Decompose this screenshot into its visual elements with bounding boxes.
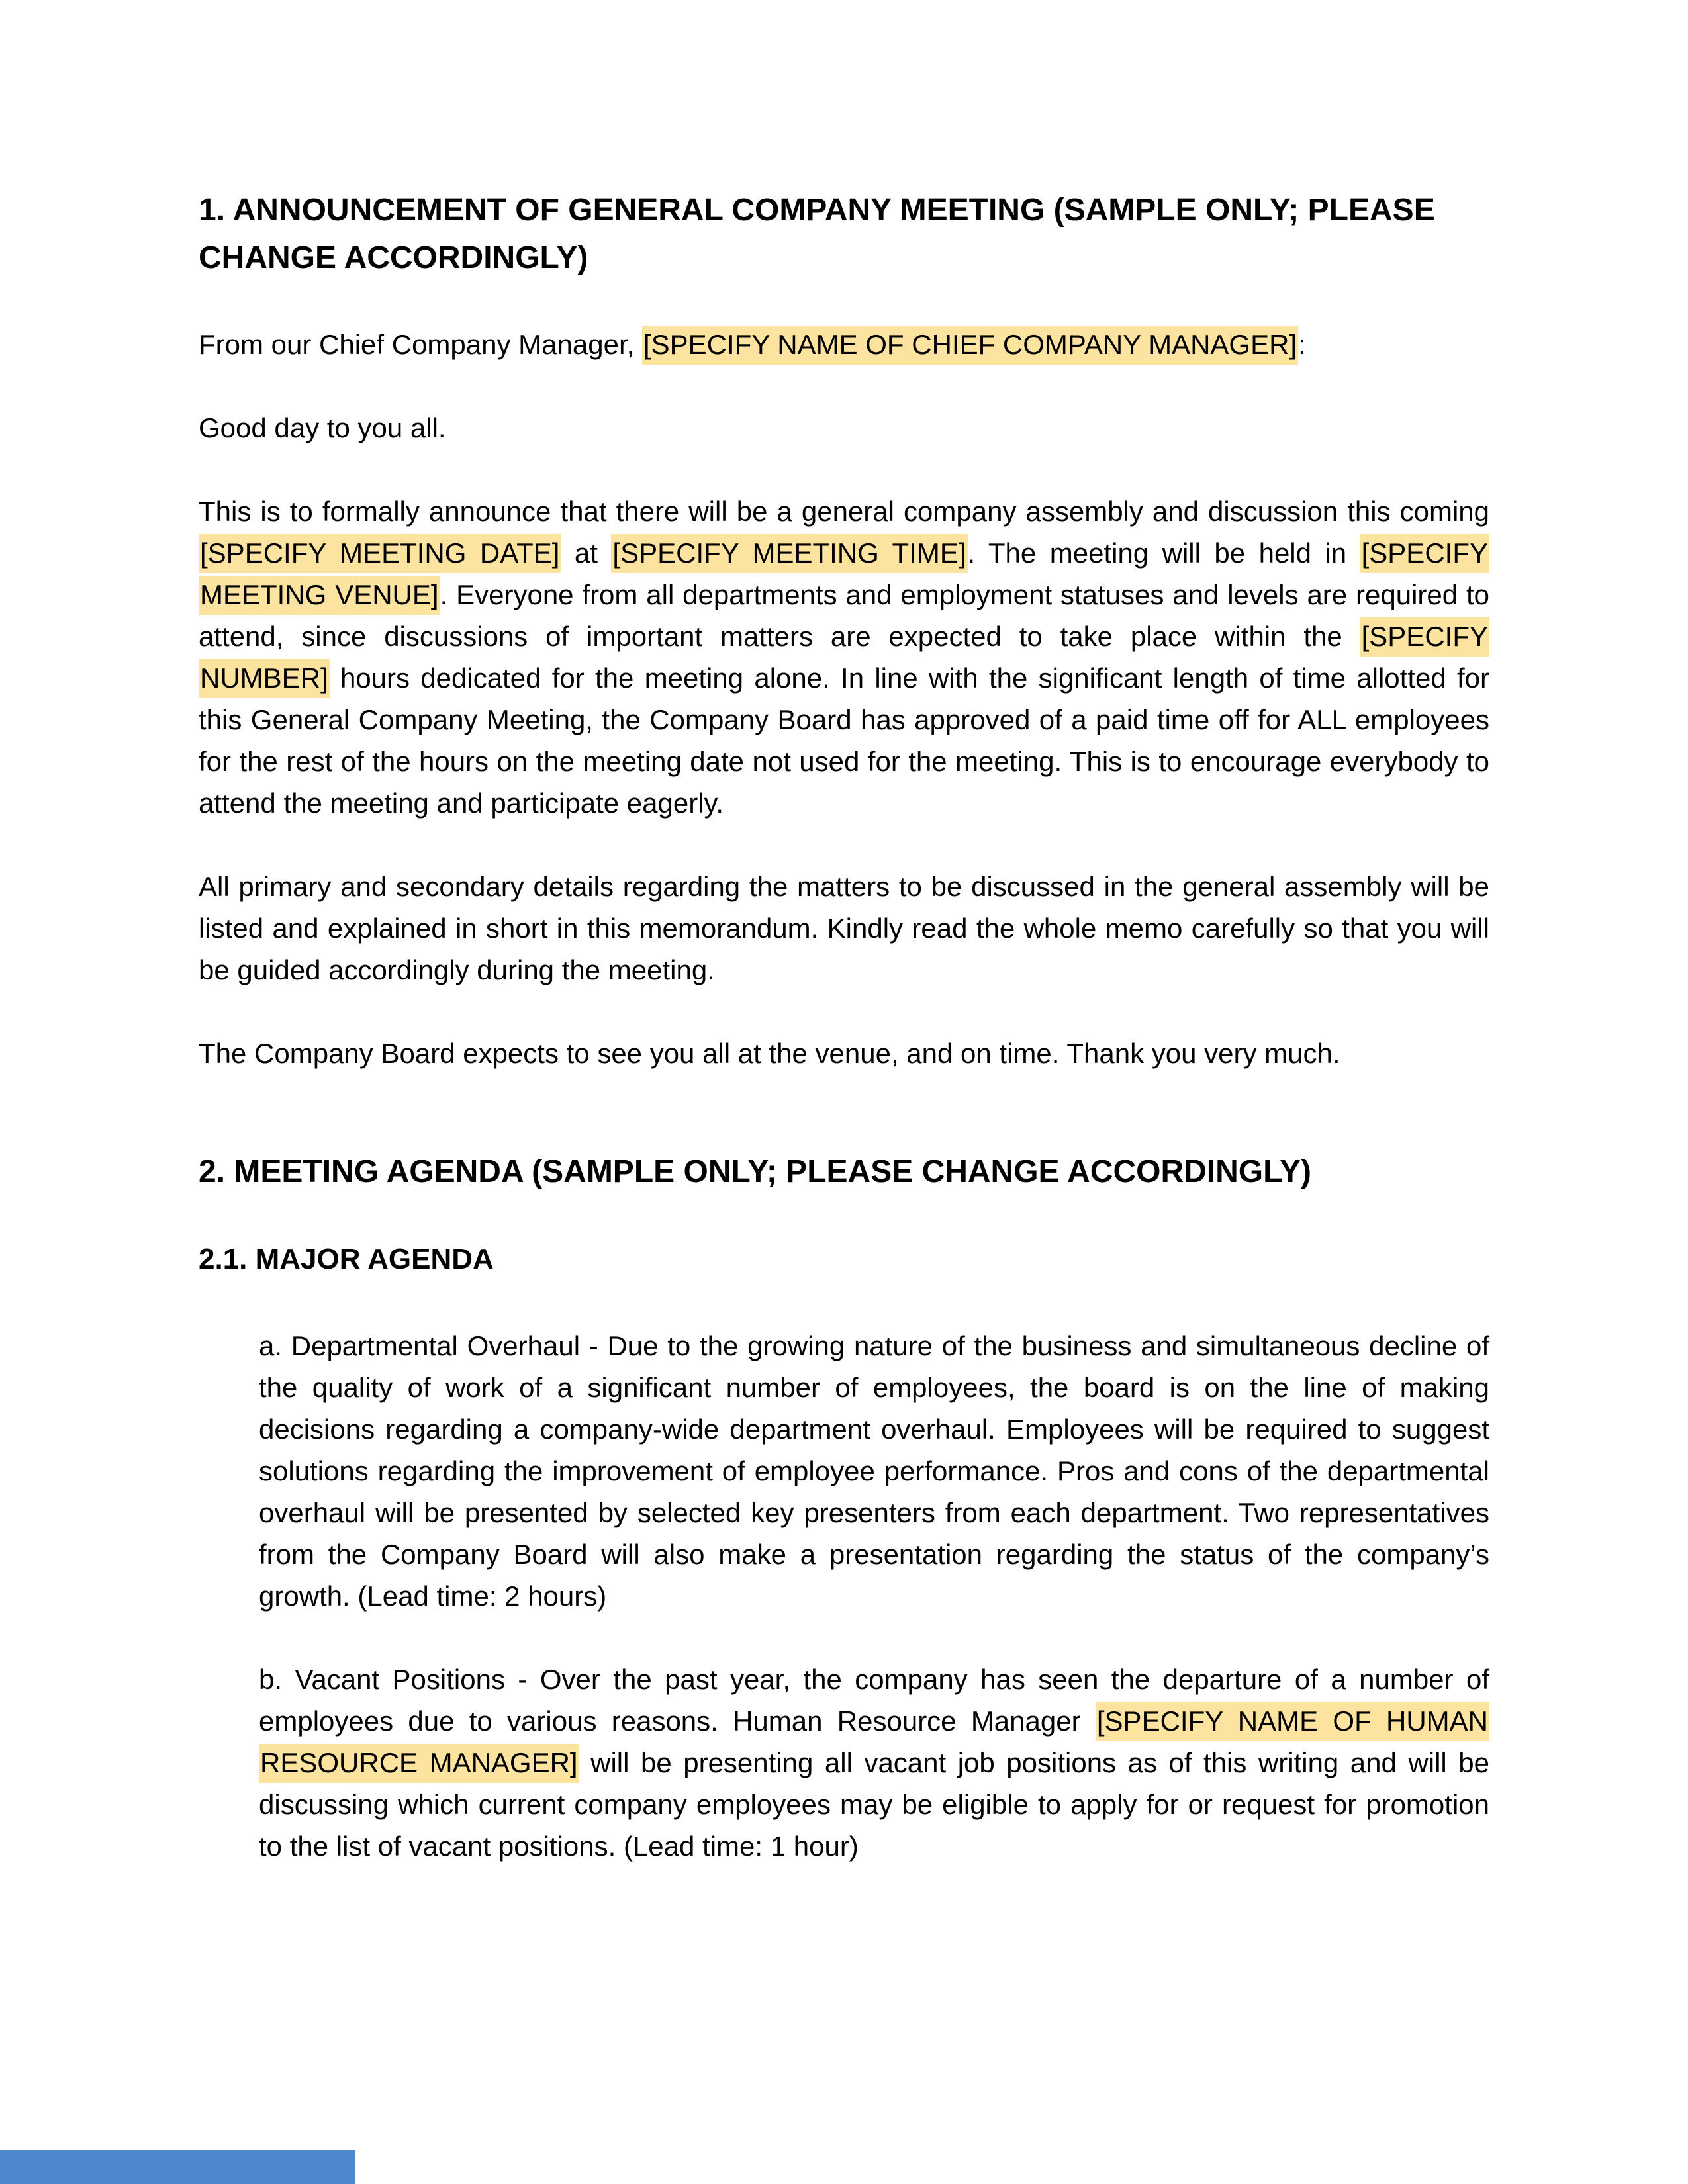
- text-run: Good day to you all.: [199, 412, 446, 443]
- text-run: . Everyone from all departments and employment statuses and levels are required to attend, since discussions of important matters are expected to take place within the: [199, 579, 1489, 652]
- from-line-paragraph: [199, 324, 1489, 365]
- text-run: at: [561, 537, 612, 569]
- greeting-paragraph: [199, 407, 1489, 449]
- text-run: The Company Board expects to see you all at the venue, and on time. Thank you very much.: [199, 1038, 1340, 1069]
- text-run: a. Departmental Overhaul - Due to the growing nature of the business and simultaneous decline of the quality of work of a significant number of employees, the board is on the line of making decisions regarding a company-wide department overhaul. Employees will be required to suggest solutions regarding the improvement of employee performance. Pros and cons of the departmental overhaul will be presented by selected key presenters from each department. Two representatives from the Company Board will also make a presentation regarding the status of the company’s growth. (Lead time: 2 hours): [259, 1330, 1489, 1612]
- announcement-paragraph: [199, 490, 1489, 824]
- text-run: will be presenting all vacant job positions as of this writing and will be discussing which current company employees may be eligible to apply for or request for promotion to the list of vacant positions. (Lead time: 1 hour): [259, 1747, 1489, 1862]
- text-run: This is to formally announce that there will be a general company assembly and discussion this coming: [199, 496, 1489, 527]
- details-paragraph: [199, 866, 1489, 991]
- agenda-item-a-paragraph: [259, 1325, 1489, 1617]
- placeholder-highlight: [SPECIFY MEETING VENUE]: [199, 534, 1489, 615]
- placeholder-highlight: [SPECIFY NAME OF HUMAN RESOURCE MANAGER]: [259, 1702, 1489, 1783]
- text-run: b. Vacant Positions - Over the past year, the company has seen the departure of a number of employees due to various reasons. Human Resource Manager: [259, 1664, 1489, 1737]
- section-2-heading: 2. MEETING AGENDA (SAMPLE ONLY; PLEASE CHANGE ACCORDINGLY): [199, 1154, 1312, 1189]
- text-run: From our Chief Company Manager,: [199, 329, 642, 360]
- text-run: All primary and secondary details regarding the matters to be discussed in the general assembly will be listed and explained in short in this memorandum. Kindly read the whole memo carefully so that you will be guided accordingly during the meeting.: [199, 871, 1489, 985]
- agenda-item-b-paragraph: [259, 1659, 1489, 1867]
- placeholder-highlight: [SPECIFY MEETING DATE]: [199, 534, 561, 573]
- text-run: :: [1298, 329, 1306, 360]
- placeholder-highlight: [SPECIFY NAME OF CHIEF COMPANY MANAGER]: [642, 326, 1298, 365]
- document-content: [199, 187, 1489, 1909]
- placeholder-highlight: [SPECIFY MEETING TIME]: [611, 534, 967, 573]
- closing-paragraph: [199, 1032, 1489, 1074]
- bottom-accent-bar: [0, 2150, 355, 2184]
- section-2-1-heading: 2.1. MAJOR AGENDA: [199, 1243, 494, 1275]
- text-run: . The meeting will be held in: [967, 537, 1360, 569]
- text-run: hours dedicated for the meeting alone. In line with the significant length of time allotted for this General Company Meeting, the Company Board has approved of a paid time off for ALL employees for the rest of the hours on the meeting date not used for the meeting. This is to encourage everybody to attend the meeting and participate eagerly.: [199, 662, 1489, 819]
- section-1-heading: 1. ANNOUNCEMENT OF GENERAL COMPANY MEETING (SAMPLE ONLY; PLEASE CHANGE ACCORDINGLY): [199, 193, 1435, 275]
- placeholder-highlight: [SPECIFY NUMBER]: [199, 617, 1489, 698]
